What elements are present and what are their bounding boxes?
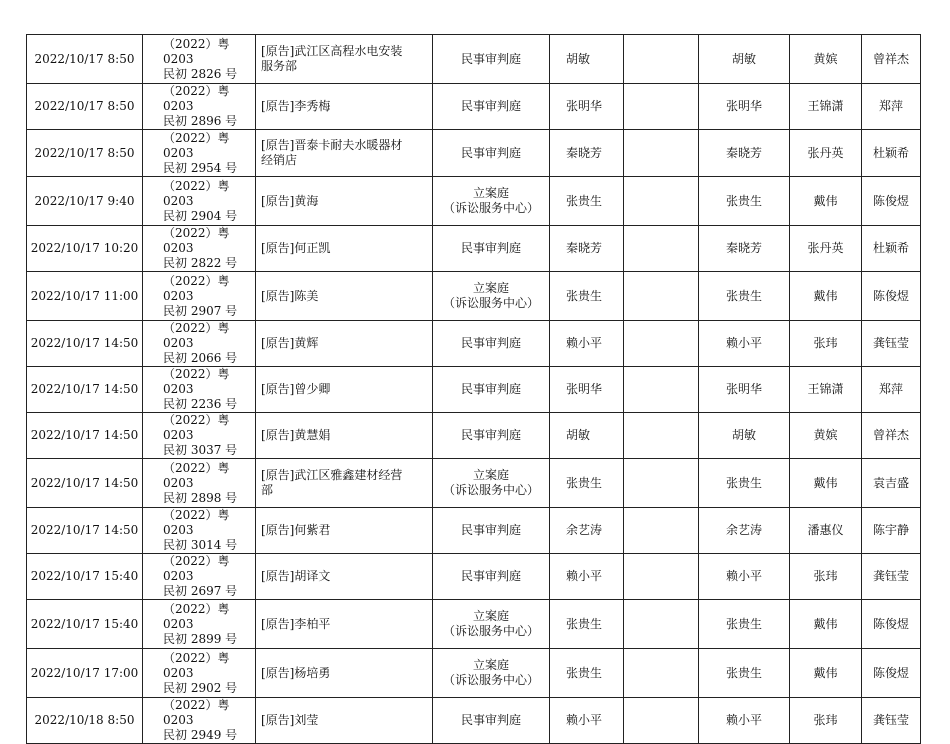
party-cell	[256, 649, 433, 698]
juror-cell	[790, 413, 862, 459]
presiding-judge-cell	[699, 698, 790, 744]
judge-cell	[550, 84, 624, 130]
table-row	[27, 367, 921, 413]
juror-cell	[790, 554, 862, 600]
presiding-judge-cell	[699, 177, 790, 226]
table-row	[27, 35, 921, 84]
court-division-cell-text: （诉讼服务中心）	[442, 673, 539, 687]
clerk-cell	[862, 226, 921, 272]
presiding-judge-cell-text: 张贵生	[725, 665, 762, 680]
case-number-cell	[143, 177, 256, 226]
juror-cell	[790, 508, 862, 554]
presiding-judge-cell-text: 余艺涛	[725, 523, 762, 537]
presiding-judge-cell-text: 张贵生	[725, 288, 762, 303]
hearing-time-cell-text: 2022/10/17 11:00	[30, 288, 139, 303]
hearing-time-cell-text: 2022/10/17 14:50	[30, 382, 139, 396]
empty-cell	[624, 130, 699, 177]
judge-cell	[550, 554, 624, 600]
judge-cell-text: 赖小平	[566, 336, 603, 350]
clerk-cell-text: 龚钰莹	[872, 336, 909, 350]
party-cell	[256, 226, 433, 272]
table-row	[27, 508, 921, 554]
case-number-cell-text: （2022）粤 0203	[163, 273, 230, 303]
table-row	[27, 84, 921, 130]
party-cell-text: [原告]何紫君	[261, 523, 331, 537]
case-number-cell	[143, 508, 256, 554]
hearing-time-cell-text: 2022/10/17 9:40	[34, 193, 135, 208]
party-cell	[256, 130, 433, 177]
juror-cell-text: 张丹英	[807, 145, 844, 160]
court-division-cell-text: 民事审判庭	[460, 382, 521, 396]
party-cell-text: [原告]晋泰卡耐夫水暖器材	[261, 138, 403, 152]
court-division-cell-text: （诉讼服务中心）	[442, 296, 539, 310]
hearing-time-cell-text: 2022/10/17 17:00	[30, 665, 139, 680]
juror-cell	[790, 130, 862, 177]
case-number-cell	[143, 367, 256, 413]
hearing-time-cell	[27, 321, 143, 367]
judge-cell	[550, 698, 624, 744]
clerk-cell-text: 陈宇静	[872, 523, 909, 537]
party-cell-text: [原告]杨培勇	[261, 665, 331, 680]
party-cell	[256, 508, 433, 554]
case-number-cell-text: 民初 2066 号	[163, 351, 238, 365]
juror-cell-text: 张丹英	[807, 241, 844, 255]
empty-cell	[624, 413, 699, 459]
judge-cell-text: 张贵生	[566, 665, 603, 680]
case-number-cell	[143, 272, 256, 321]
clerk-cell	[862, 272, 921, 321]
hearing-time-cell	[27, 130, 143, 177]
case-number-cell-text: （2022）粤 0203	[163, 321, 230, 350]
clerk-cell-text: 曾祥杰	[872, 428, 909, 442]
party-cell-text: [原告]武江区雅鑫建材经营	[261, 468, 403, 482]
presiding-judge-cell	[699, 600, 790, 649]
hearing-time-cell-text: 2022/10/18 8:50	[34, 713, 135, 727]
clerk-cell-text: 杜颖希	[872, 241, 909, 255]
case-number-cell-text: （2022）粤 0203	[163, 650, 230, 680]
court-division-cell-text: 民事审判庭	[460, 241, 521, 255]
judge-cell-text: 胡敏	[566, 428, 591, 442]
table-row	[27, 459, 921, 508]
case-number-cell	[143, 321, 256, 367]
judge-cell	[550, 35, 624, 84]
party-cell-text: [原告]李秀梅	[261, 99, 331, 113]
juror-cell-text: 黄嫔	[813, 428, 838, 442]
juror-cell-text: 潘惠仪	[807, 523, 844, 537]
party-cell-text: [原告]黄慧娟	[261, 428, 331, 442]
juror-cell	[790, 459, 862, 508]
party-cell-text: [原告]何正凯	[261, 241, 331, 255]
clerk-cell	[862, 600, 921, 649]
case-number-cell-text: （2022）粤 0203	[163, 554, 230, 583]
judge-cell	[550, 413, 624, 459]
presiding-judge-cell-text: 胡敏	[731, 51, 756, 66]
empty-cell	[624, 272, 699, 321]
court-division-cell-text: （诉讼服务中心）	[442, 624, 539, 638]
judge-cell	[550, 177, 624, 226]
party-cell-text: 经销店	[261, 153, 298, 167]
judge-cell-text: 秦晓芳	[566, 145, 603, 160]
presiding-judge-cell-text: 张贵生	[725, 616, 762, 631]
court-division-cell-text: 立案庭	[472, 186, 509, 200]
empty-cell	[624, 698, 699, 744]
presiding-judge-cell-text: 张贵生	[725, 193, 762, 208]
court-division-cell	[433, 272, 550, 321]
clerk-cell-text: 袁吉盛	[872, 475, 909, 490]
juror-cell-text: 戴伟	[813, 616, 838, 631]
court-division-cell-text: 立案庭	[472, 658, 509, 672]
presiding-judge-cell	[699, 35, 790, 84]
clerk-cell-text: 陈俊煜	[872, 616, 909, 631]
presiding-judge-cell	[699, 649, 790, 698]
court-division-cell-text: 立案庭	[472, 609, 509, 623]
judge-cell-text: 张明华	[566, 382, 603, 396]
case-number-cell-text: 民初 2826 号	[163, 66, 238, 81]
juror-cell	[790, 698, 862, 744]
case-number-cell-text: 民初 2896 号	[163, 114, 238, 128]
court-division-cell-text: （诉讼服务中心）	[442, 201, 539, 215]
clerk-cell-text: 陈俊煜	[872, 665, 909, 680]
party-cell-text: [原告]武江区高程水电安装	[261, 44, 403, 58]
juror-cell	[790, 177, 862, 226]
court-division-cell-text: 民事审判庭	[460, 336, 521, 350]
court-division-cell	[433, 459, 550, 508]
juror-cell-text: 张玮	[813, 336, 838, 350]
case-number-cell-text: （2022）粤 0203	[163, 226, 230, 255]
case-number-cell-text: （2022）粤 0203	[163, 508, 230, 537]
hearing-time-cell	[27, 226, 143, 272]
hearing-time-cell-text: 2022/10/17 8:50	[34, 99, 135, 113]
court-division-cell-text: 民事审判庭	[460, 51, 521, 66]
juror-cell	[790, 649, 862, 698]
party-cell	[256, 35, 433, 84]
hearing-time-cell	[27, 272, 143, 321]
empty-cell	[624, 321, 699, 367]
court-division-cell-text: 民事审判庭	[460, 569, 521, 583]
judge-cell	[550, 272, 624, 321]
party-cell-text: 服务部	[261, 59, 298, 73]
party-cell-text: [原告]胡译文	[261, 569, 331, 583]
case-number-cell-text: 民初 2904 号	[163, 208, 238, 223]
clerk-cell-text: 龚钰莹	[872, 569, 909, 583]
party-cell	[256, 177, 433, 226]
judge-cell	[550, 367, 624, 413]
judge-cell	[550, 459, 624, 508]
judge-cell-text: 张贵生	[566, 193, 603, 208]
clerk-cell-text: 郑萍	[878, 382, 903, 396]
presiding-judge-cell	[699, 226, 790, 272]
juror-cell	[790, 84, 862, 130]
party-cell-text: [原告]黄海	[261, 193, 319, 208]
case-number-cell-text: 民初 2902 号	[163, 680, 238, 695]
juror-cell	[790, 35, 862, 84]
juror-cell-text: 王锦潇	[807, 382, 844, 396]
presiding-judge-cell	[699, 508, 790, 554]
juror-cell	[790, 367, 862, 413]
hearing-time-cell	[27, 177, 143, 226]
court-division-cell-text: 立案庭	[472, 468, 509, 482]
table-row	[27, 130, 921, 177]
hearing-time-cell	[27, 508, 143, 554]
case-number-cell-text: （2022）粤 0203	[163, 36, 230, 66]
hearing-time-cell	[27, 554, 143, 600]
table-row	[27, 600, 921, 649]
hearing-time-cell	[27, 649, 143, 698]
table-row	[27, 321, 921, 367]
party-cell	[256, 413, 433, 459]
clerk-cell	[862, 35, 921, 84]
party-cell-text: [原告]黄辉	[261, 336, 319, 350]
clerk-cell-text: 杜颖希	[872, 145, 909, 160]
judge-cell	[550, 321, 624, 367]
case-number-cell	[143, 130, 256, 177]
juror-cell-text: 戴伟	[813, 475, 838, 490]
judge-cell-text: 张明华	[566, 99, 603, 113]
court-division-cell	[433, 226, 550, 272]
clerk-cell-text: 陈俊煜	[872, 288, 909, 303]
table-row	[27, 226, 921, 272]
presiding-judge-cell-text: 赖小平	[725, 713, 762, 727]
hearing-time-cell-text: 2022/10/17 14:50	[30, 428, 139, 442]
judge-cell	[550, 130, 624, 177]
hearing-time-cell	[27, 413, 143, 459]
case-number-cell-text: 民初 2822 号	[163, 256, 238, 270]
case-number-cell	[143, 459, 256, 508]
table-row	[27, 649, 921, 698]
party-cell	[256, 272, 433, 321]
empty-cell	[624, 649, 699, 698]
judge-cell-text: 秦晓芳	[566, 241, 603, 255]
hearing-time-cell-text: 2022/10/17 14:50	[30, 336, 139, 350]
court-division-cell	[433, 177, 550, 226]
presiding-judge-cell	[699, 272, 790, 321]
clerk-cell	[862, 698, 921, 744]
case-number-cell-text: （2022）粤 0203	[163, 460, 230, 490]
presiding-judge-cell	[699, 413, 790, 459]
court-division-cell	[433, 413, 550, 459]
court-division-cell	[433, 367, 550, 413]
party-cell	[256, 321, 433, 367]
presiding-judge-cell-text: 张贵生	[725, 475, 762, 490]
court-division-cell	[433, 554, 550, 600]
table-row	[27, 413, 921, 459]
court-division-cell	[433, 84, 550, 130]
clerk-cell	[862, 413, 921, 459]
juror-cell-text: 戴伟	[813, 288, 838, 303]
party-cell-text: [原告]陈美	[261, 288, 319, 303]
court-division-cell	[433, 600, 550, 649]
presiding-judge-cell-text: 秦晓芳	[725, 241, 762, 255]
empty-cell	[624, 226, 699, 272]
clerk-cell	[862, 649, 921, 698]
clerk-cell-text: 郑萍	[878, 99, 903, 113]
case-number-cell-text: （2022）粤 0203	[163, 130, 230, 160]
empty-cell	[624, 177, 699, 226]
case-number-cell	[143, 35, 256, 84]
hearing-time-cell-text: 2022/10/17 15:40	[30, 616, 139, 631]
clerk-cell	[862, 177, 921, 226]
party-cell	[256, 459, 433, 508]
party-cell-text: 部	[261, 483, 274, 497]
hearing-time-cell-text: 2022/10/17 14:50	[30, 523, 139, 537]
empty-cell	[624, 554, 699, 600]
empty-cell	[624, 367, 699, 413]
judge-cell	[550, 600, 624, 649]
case-number-cell	[143, 649, 256, 698]
clerk-cell	[862, 84, 921, 130]
table-row	[27, 698, 921, 744]
court-division-cell-text: 民事审判庭	[460, 428, 521, 442]
judge-cell-text: 赖小平	[566, 713, 603, 727]
court-division-cell	[433, 508, 550, 554]
presiding-judge-cell-text: 秦晓芳	[725, 145, 762, 160]
juror-cell-text: 张玮	[813, 569, 838, 583]
presiding-judge-cell	[699, 321, 790, 367]
case-number-cell-text: 民初 2899 号	[163, 631, 238, 646]
court-division-cell-text: 民事审判庭	[460, 99, 521, 113]
judge-cell-text: 张贵生	[566, 475, 603, 490]
court-division-cell	[433, 35, 550, 84]
case-number-cell-text: 民初 2949 号	[163, 728, 238, 742]
hearing-time-cell	[27, 367, 143, 413]
juror-cell	[790, 272, 862, 321]
case-number-cell-text: （2022）粤 0203	[163, 178, 230, 208]
juror-cell	[790, 226, 862, 272]
case-number-cell	[143, 600, 256, 649]
case-number-cell-text: （2022）粤 0203	[163, 84, 230, 113]
table-body	[27, 35, 921, 744]
case-number-cell	[143, 84, 256, 130]
case-number-cell-text: 民初 3037 号	[163, 443, 238, 457]
party-cell	[256, 554, 433, 600]
hearing-time-cell-text: 2022/10/17 15:40	[30, 569, 139, 583]
party-cell-text: [原告]刘莹	[261, 713, 319, 727]
case-number-cell-text: 民初 2954 号	[163, 160, 238, 175]
case-number-cell-text: 民初 2697 号	[163, 584, 238, 598]
presiding-judge-cell-text: 张明华	[725, 99, 762, 113]
judge-cell	[550, 508, 624, 554]
empty-cell	[624, 508, 699, 554]
empty-cell	[624, 35, 699, 84]
empty-cell	[624, 84, 699, 130]
clerk-cell-text: 曾祥杰	[872, 51, 909, 66]
hearing-time-cell	[27, 698, 143, 744]
presiding-judge-cell	[699, 554, 790, 600]
juror-cell	[790, 321, 862, 367]
clerk-cell	[862, 367, 921, 413]
court-division-cell-text: 民事审判庭	[460, 145, 521, 160]
judge-cell	[550, 649, 624, 698]
case-number-cell-text: 民初 2236 号	[163, 397, 238, 411]
case-number-cell-text: （2022）粤 0203	[163, 413, 230, 442]
court-division-cell-text: （诉讼服务中心）	[442, 483, 539, 497]
clerk-cell-text: 龚钰莹	[872, 713, 909, 727]
party-cell	[256, 84, 433, 130]
court-division-cell	[433, 649, 550, 698]
judge-cell	[550, 226, 624, 272]
presiding-judge-cell-text: 赖小平	[725, 336, 762, 350]
case-number-cell-text: （2022）粤 0203	[163, 698, 230, 727]
judge-cell-text: 胡敏	[566, 51, 591, 66]
juror-cell-text: 王锦潇	[807, 99, 844, 113]
party-cell	[256, 600, 433, 649]
judge-cell-text: 张贵生	[566, 616, 603, 631]
juror-cell-text: 黄嫔	[813, 51, 838, 66]
table-row	[27, 177, 921, 226]
empty-cell	[624, 459, 699, 508]
case-number-cell	[143, 226, 256, 272]
case-number-cell-text: 民初 2898 号	[163, 490, 238, 505]
hearing-time-cell-text: 2022/10/17 8:50	[34, 145, 135, 160]
judge-cell-text: 赖小平	[566, 569, 603, 583]
presiding-judge-cell-text: 胡敏	[731, 428, 756, 442]
hearing-time-cell	[27, 35, 143, 84]
court-division-cell	[433, 130, 550, 177]
court-division-cell	[433, 698, 550, 744]
presiding-judge-cell	[699, 367, 790, 413]
presiding-judge-cell-text: 赖小平	[725, 569, 762, 583]
juror-cell-text: 张玮	[813, 713, 838, 727]
table-row	[27, 272, 921, 321]
court-division-cell-text: 民事审判庭	[460, 523, 521, 537]
clerk-cell-text: 陈俊煜	[872, 193, 909, 208]
case-number-cell	[143, 554, 256, 600]
court-division-cell-text: 立案庭	[472, 281, 509, 295]
presiding-judge-cell-text: 张明华	[725, 382, 762, 396]
case-number-cell-text: （2022）粤 0203	[163, 601, 230, 631]
juror-cell-text: 戴伟	[813, 193, 838, 208]
hearing-schedule-table	[26, 34, 921, 744]
juror-cell	[790, 600, 862, 649]
juror-cell-text: 戴伟	[813, 665, 838, 680]
clerk-cell	[862, 508, 921, 554]
clerk-cell	[862, 321, 921, 367]
clerk-cell	[862, 554, 921, 600]
party-cell	[256, 698, 433, 744]
court-division-cell	[433, 321, 550, 367]
presiding-judge-cell	[699, 84, 790, 130]
presiding-judge-cell	[699, 459, 790, 508]
case-number-cell	[143, 413, 256, 459]
empty-cell	[624, 600, 699, 649]
case-number-cell-text: （2022）粤 0203	[163, 367, 230, 396]
party-cell	[256, 367, 433, 413]
court-division-cell-text: 民事审判庭	[460, 713, 521, 727]
party-cell-text: [原告]曾少卿	[261, 382, 331, 396]
judge-cell-text: 余艺涛	[566, 523, 603, 537]
hearing-time-cell	[27, 600, 143, 649]
hearing-time-cell	[27, 84, 143, 130]
case-number-cell-text: 民初 3014 号	[163, 538, 238, 552]
case-number-cell	[143, 698, 256, 744]
table-row	[27, 554, 921, 600]
hearing-time-cell-text: 2022/10/17 8:50	[34, 51, 135, 66]
judge-cell-text: 张贵生	[566, 288, 603, 303]
presiding-judge-cell	[699, 130, 790, 177]
clerk-cell	[862, 130, 921, 177]
case-number-cell-text: 民初 2907 号	[163, 303, 238, 318]
hearing-time-cell	[27, 459, 143, 508]
party-cell-text: [原告]李柏平	[261, 616, 331, 631]
clerk-cell	[862, 459, 921, 508]
hearing-time-cell-text: 2022/10/17 10:20	[30, 241, 139, 255]
hearing-time-cell-text: 2022/10/17 14:50	[30, 475, 139, 490]
